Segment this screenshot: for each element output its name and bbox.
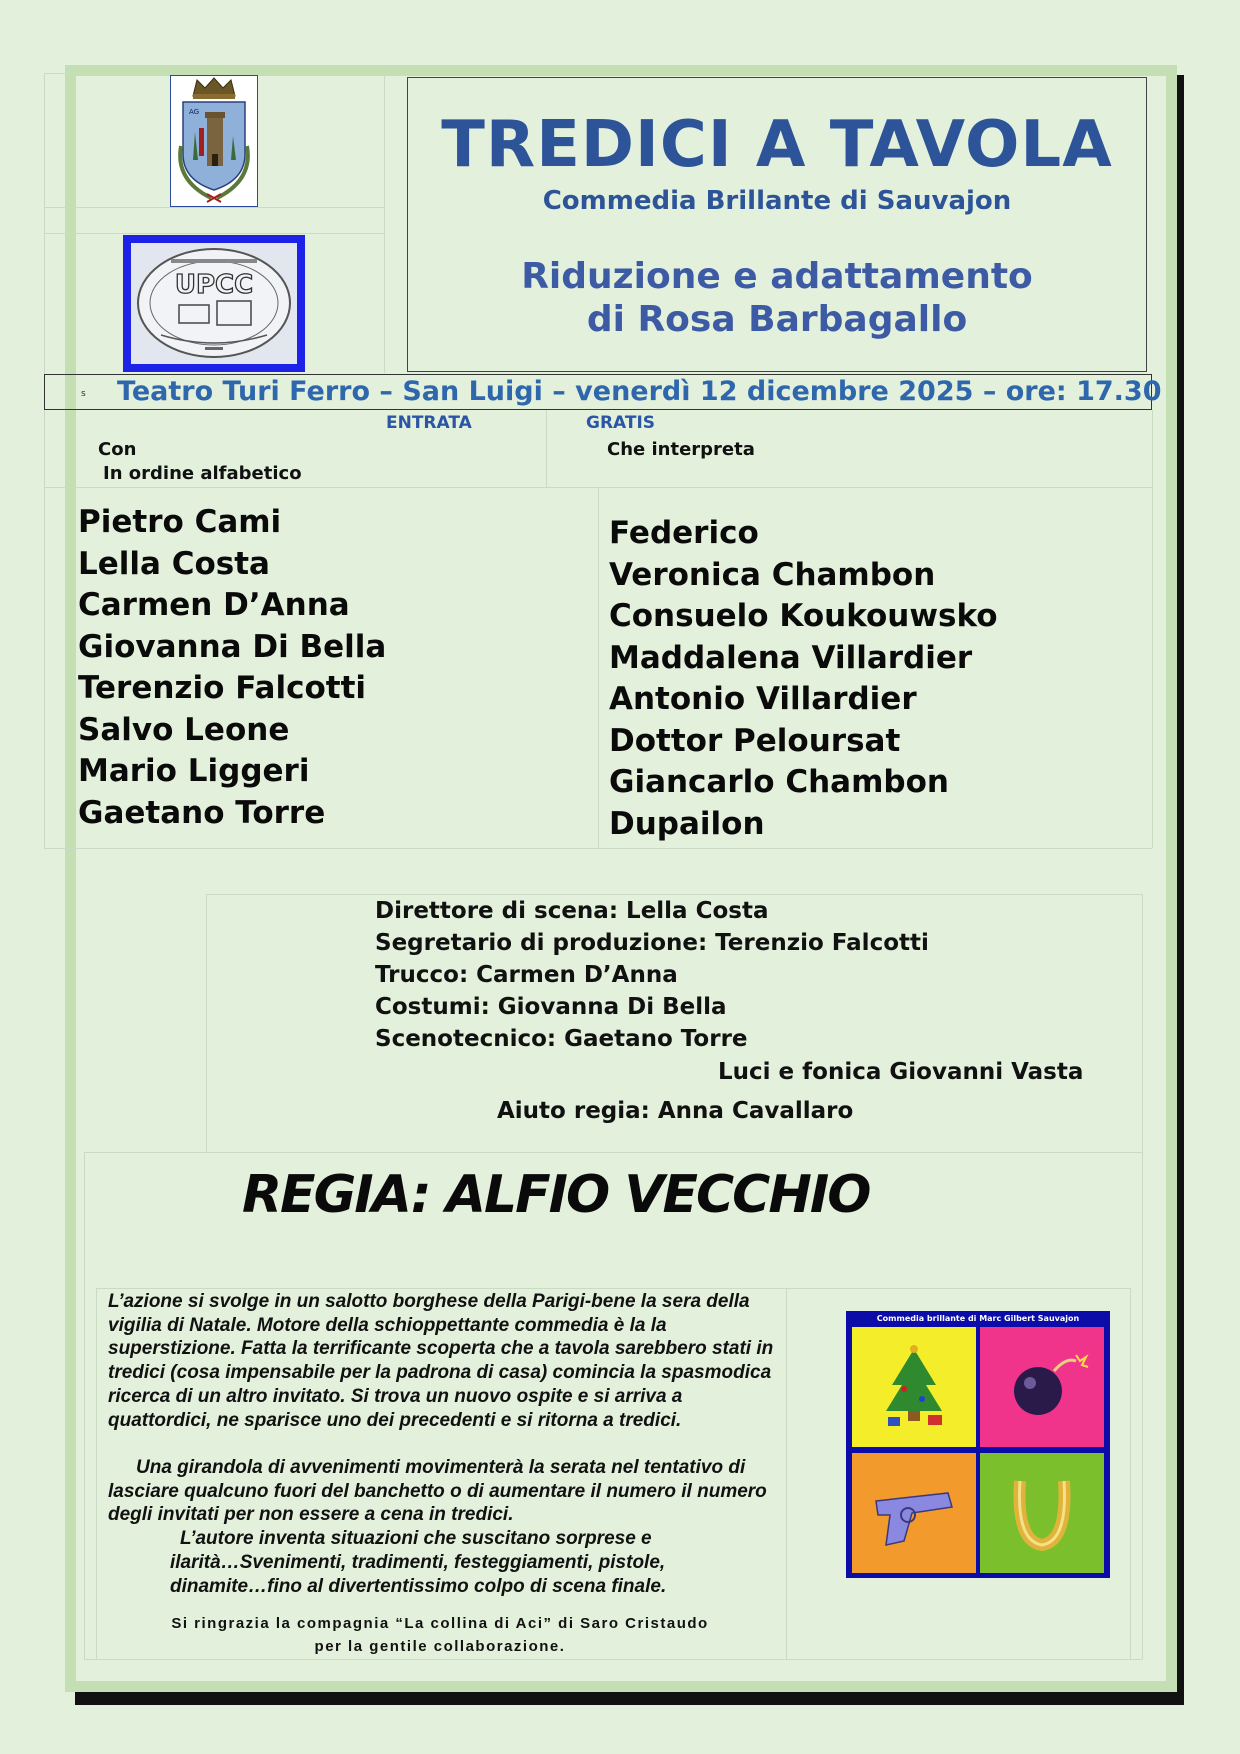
bomb-icon bbox=[980, 1327, 1104, 1447]
pistol-icon bbox=[852, 1453, 976, 1573]
role-name: Dupailon bbox=[609, 805, 765, 842]
horseshoe-icon bbox=[980, 1453, 1104, 1573]
grid-line bbox=[44, 73, 45, 848]
role-name: Giancarlo Chambon bbox=[609, 764, 949, 800]
role-name: Dottor Peloursat bbox=[609, 722, 901, 759]
actor-name: Terenzio Falcotti bbox=[78, 670, 367, 706]
grid-line bbox=[44, 848, 1152, 849]
role-name: Maddalena Villardier bbox=[609, 639, 973, 676]
thanks-line1: Si ringrazia la compagnia “La collina di Aci” di Saro Cristaudo bbox=[171, 1615, 709, 1632]
poster-caption: Commedia brillante di Marc Gilbert Sauvajon bbox=[876, 1314, 1080, 1323]
synopsis-paragraph-1: L’azione si svolge in un salotto borghese della Parigi-bene la sera della vigilia di Natale. Motore della schioppettante commedia è la la superstizione. Fatta la terrificante scoperta che a tavola sarebbero stati in tredici (cosa impensabile per la padrona di casa) comincia la spasmodica ricerca di un altro invitato. Si trova un nuovo ospite e si arriva a quattordici, ne sparisce uno dei precedenti e si ritorna a tredici. bbox=[108, 1291, 774, 1431]
thanks-line2: per la gentile collaborazione. bbox=[314, 1638, 566, 1655]
grid-line bbox=[84, 1152, 1142, 1153]
poster-panel-tree bbox=[852, 1327, 976, 1447]
role-name: Antonio Villardier bbox=[609, 681, 917, 717]
synopsis-line: dinamite…fino al divertentissimo colpo di scena finale. bbox=[170, 1576, 667, 1597]
role-name: Consuelo Koukouwsko bbox=[609, 598, 998, 634]
grid-line bbox=[96, 1288, 1130, 1289]
grid-line bbox=[44, 73, 384, 74]
role-name: Veronica Chambon bbox=[609, 556, 936, 593]
comedy-poster bbox=[846, 1311, 1110, 1578]
upcc-emblem-icon bbox=[131, 243, 297, 364]
cast-role-label: Che interpreta bbox=[607, 439, 755, 460]
crew-lights-sound: Luci e fonica Giovanni Vasta bbox=[718, 1059, 1084, 1085]
municipal-crest bbox=[170, 75, 258, 207]
upcc-logo bbox=[123, 235, 305, 372]
crest-letters: AG bbox=[189, 108, 200, 116]
synopsis-line: L’autore inventa situazioni che suscitano sorprese e bbox=[180, 1528, 652, 1549]
poster-panel-bomb bbox=[980, 1327, 1104, 1447]
grid-line bbox=[1142, 894, 1143, 1659]
grid-line bbox=[1152, 410, 1153, 848]
crew-assistant-director: Aiuto regia: Anna Cavallaro bbox=[497, 1098, 854, 1124]
crew-production-secretary: Segretario di produzione: Terenzio Falcotti bbox=[375, 930, 929, 956]
event-marker: s bbox=[81, 389, 86, 399]
synopsis-line: ilarità…Svenimenti, tradimenti, festeggiamenti, pistole, bbox=[170, 1552, 666, 1573]
event-details: Teatro Turi Ferro – San Luigi – venerdì 12 dicembre 2025 – ore: 17.30 bbox=[117, 376, 1162, 407]
crew-stage-director: Direttore di scena: Lella Costa bbox=[375, 898, 769, 924]
cast-with-label: Con bbox=[98, 439, 137, 460]
play-subtitle: Commedia Brillante di Sauvajon bbox=[542, 186, 1012, 216]
entrance-label: ENTRATA bbox=[386, 413, 472, 433]
actor-list bbox=[78, 502, 386, 834]
poster-panel-horseshoe bbox=[980, 1453, 1104, 1573]
actor-name: Gaetano Torre bbox=[78, 794, 326, 831]
grid-line bbox=[598, 487, 599, 848]
synopsis-paragraph-2: Una girandola di avvenimenti movimenterà la serata nel tentativo di lasciare qualcuno fuori del banchetto o di aumentare il numero il numero degli invitati per non essere a cena in tredici. bbox=[108, 1457, 767, 1526]
actor-name: Salvo Leone bbox=[78, 711, 290, 748]
crew-makeup: Trucco: Carmen D’Anna bbox=[375, 962, 678, 988]
event-bar bbox=[44, 374, 1162, 410]
grid-line bbox=[384, 73, 385, 373]
title-box bbox=[407, 77, 1147, 372]
actor-name: Carmen D’Anna bbox=[78, 587, 350, 623]
entrance-value: GRATIS bbox=[586, 413, 656, 433]
actor-name: Mario Liggeri bbox=[78, 753, 310, 789]
actor-name: Pietro Cami bbox=[78, 504, 282, 540]
upcc-text: UPCC bbox=[174, 270, 254, 300]
crew-set-technician: Scenotecnico: Gaetano Torre bbox=[375, 1026, 748, 1052]
crest-icon bbox=[171, 76, 257, 206]
director-credit: REGIA: ALFIO VECCHIO bbox=[242, 1165, 870, 1225]
cast-order-label: In ordine alfabetico bbox=[103, 463, 302, 484]
role-name: Federico bbox=[609, 515, 759, 551]
play-title: TREDICI A TAVOLA bbox=[441, 108, 1113, 182]
grid-line bbox=[206, 894, 207, 1152]
role-list bbox=[609, 513, 998, 845]
reduction-credit-line2: di Rosa Barbagallo bbox=[586, 299, 968, 340]
grid-line bbox=[1130, 1288, 1131, 1659]
reduction-credit-line1: Riduzione e adattamento bbox=[521, 256, 1033, 297]
page-shadow-bottom bbox=[75, 1692, 1184, 1705]
grid-line bbox=[206, 894, 1142, 895]
actor-name: Lella Costa bbox=[78, 545, 270, 582]
actor-name: Giovanna Di Bella bbox=[78, 628, 387, 665]
christmas-tree-icon bbox=[852, 1327, 976, 1447]
grid-line bbox=[44, 233, 384, 234]
grid-line bbox=[546, 410, 547, 487]
poster-panel-pistol bbox=[852, 1453, 976, 1573]
crew-costumes: Costumi: Giovanna Di Bella bbox=[375, 994, 727, 1020]
grid-line bbox=[84, 1152, 85, 1659]
grid-line bbox=[84, 1659, 1142, 1660]
grid-line bbox=[96, 1288, 97, 1659]
